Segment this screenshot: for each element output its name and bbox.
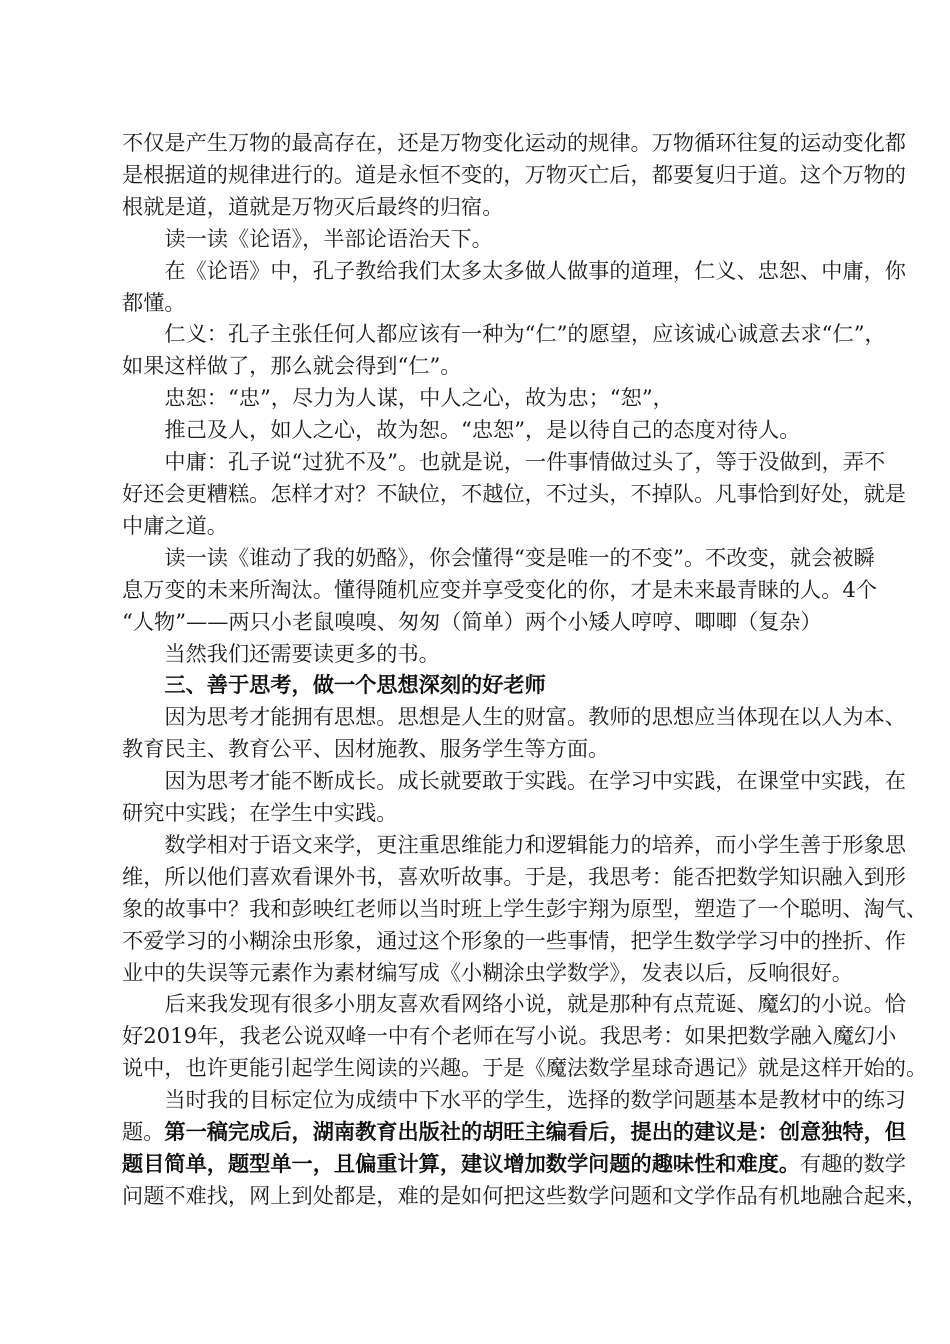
bold-editor-feedback: 题目简单，题型单一，且偏重计算，建议增加数学问题的趣味性和难度。 xyxy=(122,1151,801,1176)
text-line: 当然我们还需要读更多的书。 xyxy=(164,640,440,666)
text-line: 读一读《谁动了我的奶酪》，你会懂得“变是唯一的不变”。不改变，就会被瞬 xyxy=(164,544,875,570)
text-line: 后来我发现有很多小朋友喜欢看网络小说，就是那种有点荒诞、魔幻的小说。恰 xyxy=(164,991,906,1017)
text-line: 是根据道的规律进行的。道是永恒不变的，万物灭亡后，都要复归于道。这个万物的 xyxy=(122,161,906,187)
text-line: 当时我的目标定位为成绩中下水平的学生，选择的数学问题基本是教材中的练习 xyxy=(164,1087,906,1113)
section-heading: 三、善于思考，做一个思想深刻的好老师 xyxy=(164,672,546,698)
text-line: 教育民主、教育公平、因材施教、服务学生等方面。 xyxy=(122,736,610,762)
text-line: “人物”——两只小老鼠嗅嗅、匆匆（简单）两个小矮人哼哼、唧唧（复杂） xyxy=(122,608,822,634)
text-line: 好2019年，我老公说双峰一中有个老师在写小说。我思考：如果把数学融入魔幻小 xyxy=(122,1023,897,1049)
text-line: 推己及人，如人之心，故为恕。“忠恕”，是以待自己的态度对待人。 xyxy=(164,417,801,443)
text-line: 读一读《论语》，半部论语治天下。 xyxy=(164,225,493,251)
paragraph-lunyu-teachings xyxy=(122,255,906,319)
paragraph-thinking-thought xyxy=(122,701,906,765)
text-line: 因为思考才能不断成长。成长就要敢于实践。在学习中实践，在课堂中实践，在 xyxy=(164,768,906,794)
text-line xyxy=(122,1148,906,1180)
paragraph-more-books xyxy=(122,638,838,670)
text-line: 如果这样做了，那么就会得到“仁”。 xyxy=(122,353,462,379)
text-line: 数学相对于语文来学，更注重思维能力和逻辑能力的培养，而小学生善于形象思 xyxy=(164,831,906,857)
paragraph-lunyu-intro xyxy=(122,223,838,255)
text-line: 维，所以他们喜欢看课外书，喜欢听故事。于是，我思考：能否把数学知识融入到形 xyxy=(122,863,906,889)
paragraph-cheese xyxy=(122,542,878,638)
paragraph-first-draft xyxy=(122,1084,928,1212)
text-line: 根就是道，道就是万物灭后最终的归宿。 xyxy=(122,193,504,219)
text-segment: 题。 xyxy=(122,1119,165,1145)
text-line: 息万变的未来所淘汰。懂得随机应变并享受变化的你，才是未来最青睐的人。4个 xyxy=(122,576,878,602)
document-page xyxy=(122,127,928,1212)
text-line: 象的故事中？我和彭映红老师以当时班上学生彭宇翔为原型，塑造了一个聪明、淘气、 xyxy=(122,895,928,921)
text-line: 不爱学习的小糊涂虫形象，通过这个形象的一些事情，把学生数学学习中的挫折、作 xyxy=(122,927,906,953)
paragraph-zhongyong xyxy=(122,446,906,542)
bold-editor-feedback: 第一稿完成后，湖南教育出版社的胡旺主编看后，提出的建议是：创意独特，但 xyxy=(164,1119,906,1145)
text-line: 中庸：孔子说“过犹不及”。也就是说，一件事情做过头了，等于没做到，弄不 xyxy=(164,449,886,475)
paragraph-renyi xyxy=(122,318,886,382)
text-line: 研究中实践；在学生中实践。 xyxy=(122,800,398,826)
text-line: 在《论语》中，孔子教给我们太多太多做人做事的道理，仁义、忠恕、中庸，你 xyxy=(164,257,906,283)
text-line: 都懂。 xyxy=(122,289,186,315)
text-line: 不仅是产生万物的最高存在，还是万物变化运动的规律。万物循环往复的运动变化都 xyxy=(122,130,906,155)
text-line: 说中，也许更能引起学生阅读的兴趣。于是《魔法数学星球奇遇记》就是这样开始的。 xyxy=(122,1055,928,1081)
text-line: 忠恕：“忠”，尽力为人谋，中人之心，故为忠；“恕”， xyxy=(164,385,674,411)
paragraph-math-story xyxy=(122,829,928,989)
text-line: 因为思考才能拥有思想。思想是人生的财富。教师的思想应当体现在以人为本、 xyxy=(164,704,906,730)
text-segment: 有趣的数学 xyxy=(800,1151,906,1176)
paragraph-zhongshu-1 xyxy=(122,382,838,414)
text-line: 仁义：孔子主张任何人都应该有一种为“仁”的愿望，应该诚心诚意去求“仁”， xyxy=(164,321,886,347)
text-line: 好还会更糟糕。怎样才对？不缺位，不越位，不过头，不掉队。凡事恰到好处，就是 xyxy=(122,480,906,506)
text-line: 问题不难找，网上到处都是，难的是如何把这些数学问题和文学作品有机地融合起来， xyxy=(122,1182,928,1208)
text-line xyxy=(122,1116,906,1148)
paragraph-zhongshu-2 xyxy=(122,414,838,446)
text-line: 业中的失误等元素作为素材编写成《小糊涂虫学数学》，发表以后，反响很好。 xyxy=(122,959,853,985)
paragraph-thinking-growth xyxy=(122,765,906,829)
paragraph-magic-novel xyxy=(122,988,928,1084)
text-line: 中庸之道。 xyxy=(122,512,228,538)
paragraph-dao-conclusion xyxy=(122,127,906,223)
